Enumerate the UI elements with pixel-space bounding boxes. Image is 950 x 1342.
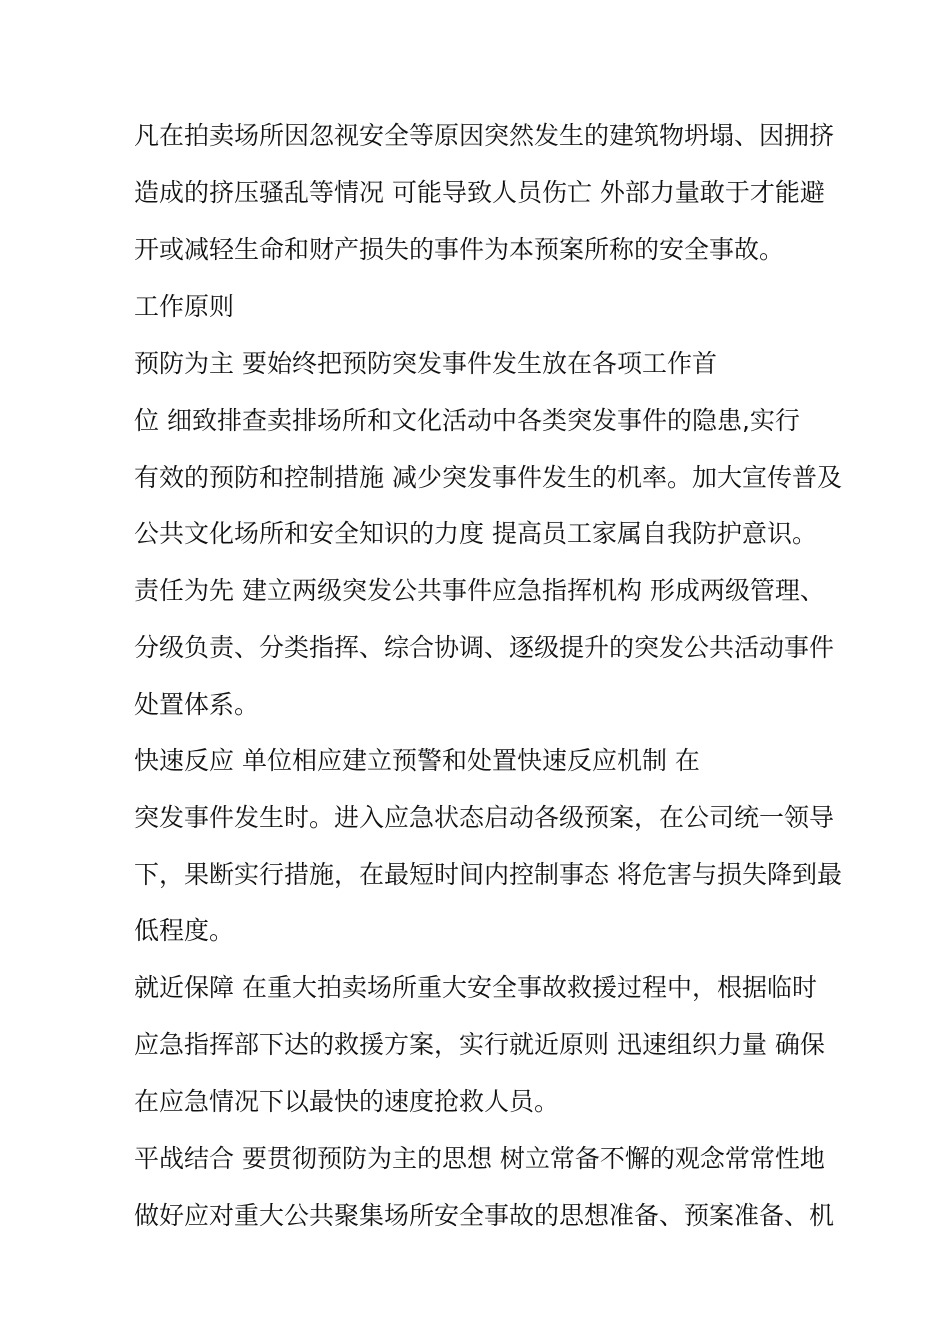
text-line: 凡在拍卖场所因忽视安全等原因突然发生的建筑物坍塌、因拥挤 [134,121,835,150]
text-line: 分级负责、分类指挥、综合协调、逐级提升的突发公共活动事件 [134,633,835,662]
text-line: 低程度。 [134,916,235,945]
text-line: 就近保障 在重大拍卖场所重大安全事故救援过程中，根据临时 [134,973,817,1002]
text-line: 有效的预防和控制措施 减少突发事件发生的机率。加大宣传普及 [134,463,842,492]
text-line: 公共文化场所和安全知识的力度 提高员工家属自我防护意识。 [134,519,817,548]
text-line: 快速反应 单位相应建立预警和处置快速反应机制 在 [134,746,700,775]
text-line: 做好应对重大公共聚集场所安全事故的思想准备、预案准备、机 [134,1201,835,1230]
text-line: 位 细致排查卖排场所和文化活动中各类突发事件的隐患,实行 [134,406,800,435]
text-line: 下，果断实行措施，在最短时间内控制事态 将危害与损失降到最 [134,860,842,889]
text-line: 在应急情况下以最快的速度抢救人员。 [134,1087,560,1116]
text-line: 平战结合 要贯彻预防为主的思想 树立常备不懈的观念常常性地 [134,1144,825,1173]
text-line: 责任为先 建立两级突发公共事件应急指挥机构 形成两级管理、 [134,576,825,605]
text-line: 开或减轻生命和财产损失的事件为本预案所称的安全事故。 [134,235,785,264]
section-heading: 工作原则 [134,292,235,321]
text-line: 造成的挤压骚乱等情况 可能导致人员伤亡 外部力量敢于才能避 [134,178,825,207]
text-line: 处置体系。 [134,690,260,719]
text-line: 应急指挥部下达的救援方案，实行就近原则 迅速组织力量 确保 [134,1030,825,1059]
text-line: 预防为主 要始终把预防突发事件发生放在各项工作首 [134,349,717,378]
text-line: 突发事件发生时。进入应急状态启动各级预案，在公司统一领导 [134,803,835,832]
